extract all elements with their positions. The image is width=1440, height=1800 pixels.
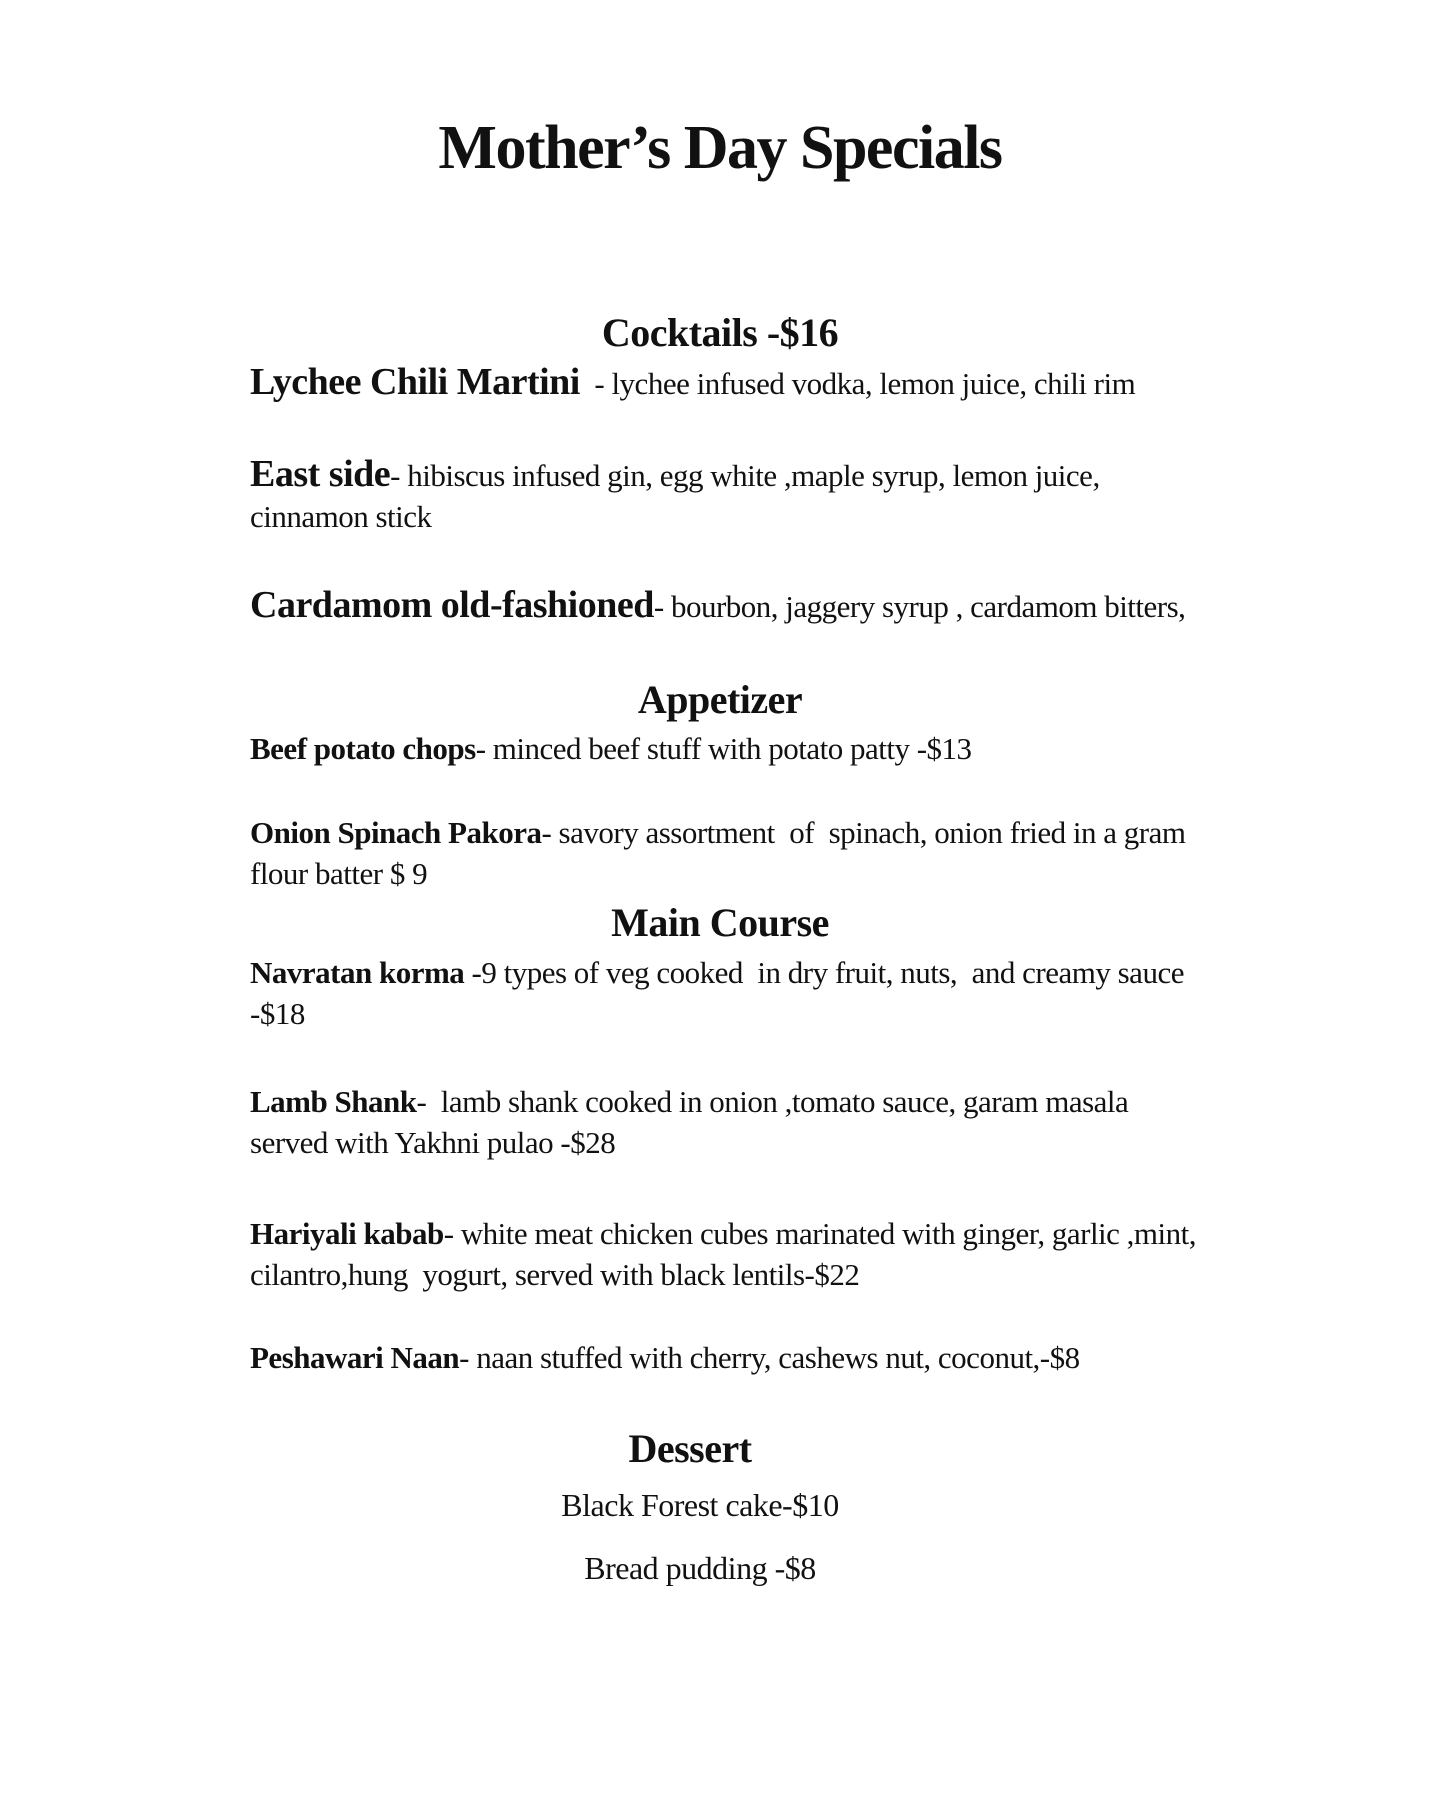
menu-item-east-side: [250, 454, 1205, 537]
item-name: Peshawari Naan: [250, 1340, 460, 1375]
item-description: - white meat chicken cubes marinated with ginger, garlic ,mint, cilantro,hung yogurt, served with black lentils-$22: [250, 1216, 1204, 1292]
dessert-item-bread-pudding: Bread pudding -$8: [584, 1550, 816, 1586]
item-name: Lychee Chili Martini: [250, 361, 580, 403]
menu-item-navratan-korma: [250, 952, 1205, 1034]
menu-item-cardamom-old-fashioned: [250, 585, 1205, 627]
section-heading-appetizer: Appetizer: [637, 677, 803, 722]
item-description: - savory assortment of spinach, onion fried in a gram flour batter $ 9: [250, 815, 1193, 891]
item-description: -9 types of veg cooked in dry fruit, nuts, and creamy sauce -$18: [250, 955, 1192, 1031]
item-description: - lychee infused vodka, lemon juice, chili rim: [579, 366, 1136, 401]
menu-item-onion-spinach-pakora: [250, 812, 1205, 894]
item-name: East side: [250, 453, 391, 495]
section-heading-dessert: Dessert: [628, 1426, 752, 1471]
item-name: Lamb Shank: [250, 1084, 417, 1119]
item-name: Beef potato chops: [250, 731, 476, 766]
menu-title: Mother’s Day Specials: [438, 114, 1002, 182]
section-heading-cocktails: Cocktails -$16: [601, 310, 839, 355]
item-description: - minced beef stuff with potato patty -$13: [475, 731, 972, 766]
item-description: - hibiscus infused gin, egg white ,maple syrup, lemon juice, cinnamon stick: [250, 458, 1100, 534]
item-name: Onion Spinach Pakora: [250, 815, 542, 850]
section-heading-main-course: Main Course: [611, 900, 829, 945]
item-name: Cardamom old-fashioned: [250, 584, 654, 626]
menu-item-hariyali-kabab: [250, 1213, 1205, 1295]
item-name: Hariyali kabab: [250, 1216, 444, 1251]
menu-item-lamb-shank: [250, 1081, 1205, 1163]
item-name: Navratan korma: [250, 955, 465, 990]
item-description: - naan stuffed with cherry, cashews nut, coconut,-$8: [459, 1340, 1080, 1375]
item-description: - bourbon, jaggery syrup , cardamom bitters,: [653, 589, 1186, 624]
menu-item-peshawari-naan: [250, 1337, 1205, 1378]
menu-item-beef-potato-chops: [250, 728, 1205, 769]
item-description: - lamb shank cooked in onion ,tomato sauce, garam masala served with Yakhni pulao -$28: [250, 1084, 1136, 1160]
menu-item-lychee-chili-martini: [250, 362, 1205, 404]
dessert-item-black-forest-cake: Black Forest cake-$10: [561, 1487, 839, 1523]
